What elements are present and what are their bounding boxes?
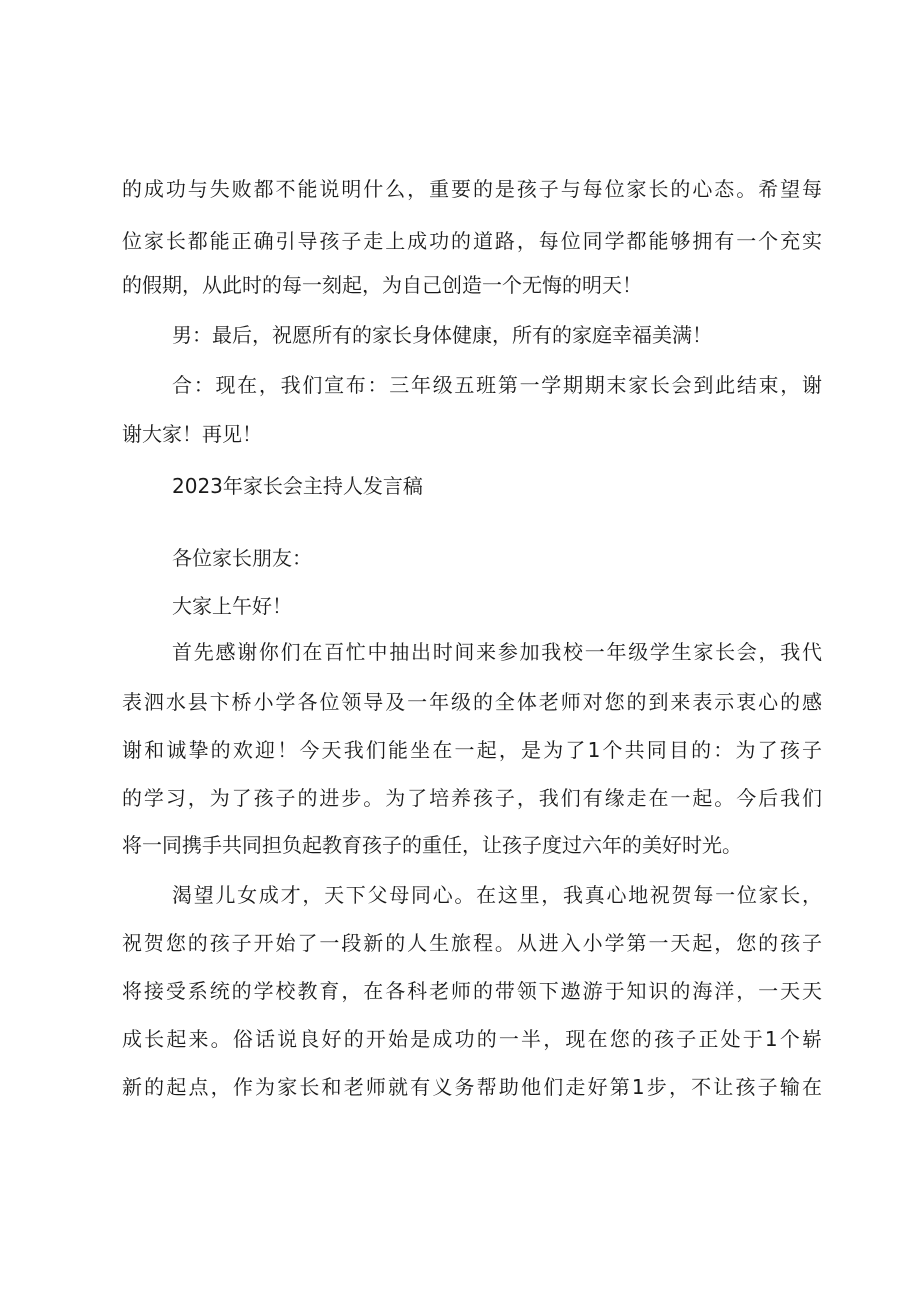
text-line: 男：最后，祝愿所有的家长身体健康，所有的家庭幸福美满！ <box>172 323 712 347</box>
text-line: 首先感谢你们在百忙中抽出时间来参加我校一年级学生家长会，我代 <box>172 640 822 664</box>
text-line: 将接受系统的学校教育，在各科老师的带领下遨游于知识的海洋，一天天 <box>122 979 822 1003</box>
text-line: 谢大家！再见！ <box>122 422 262 446</box>
text-line: 成长起来。俗话说良好的开始是成功的一半，现在您的孩子正处于1个崭 <box>122 1027 822 1051</box>
text-line: 各位家长朋友： <box>172 546 312 570</box>
text-line: 渴望儿女成才，天下父母同心。在这里，我真心地祝贺每一位家长， <box>172 883 822 907</box>
text-line: 的成功与失败都不能说明什么，重要的是孩子与每位家长的心态。希望每 <box>122 177 822 201</box>
document-title: 2023年家长会主持人发言稿 <box>172 474 423 498</box>
text-line: 将一同携手共同担负起教育孩子的重任，让孩子度过六年的美好时光。 <box>122 833 742 857</box>
text-line: 祝贺您的孩子开始了一段新的人生旅程。从进入小学第一天起，您的孩子 <box>122 931 822 955</box>
text-line: 表泗水县卞桥小学各位领导及一年级的全体老师对您的到来表示衷心的感 <box>122 690 822 714</box>
text-line: 大家上午好！ <box>172 594 292 618</box>
text-line: 位家长都能正确引导孩子走上成功的道路，每位同学都能够拥有一个充实 <box>122 229 822 253</box>
text-line: 的学习，为了孩子的进步。为了培养孩子，我们有缘走在一起。今后我们 <box>122 786 822 810</box>
text-line: 谢和诚挚的欢迎！今天我们能坐在一起，是为了1个共同目的：为了孩子 <box>122 738 822 762</box>
text-line: 的假期，从此时的每一刻起，为自己创造一个无悔的明天！ <box>122 273 642 297</box>
text-line: 新的起点，作为家长和老师就有义务帮助他们走好第1步，不让孩子输在 <box>122 1075 822 1099</box>
text-line: 合：现在，我们宣布：三年级五班第一学期期末家长会到此结束，谢 <box>172 373 822 397</box>
